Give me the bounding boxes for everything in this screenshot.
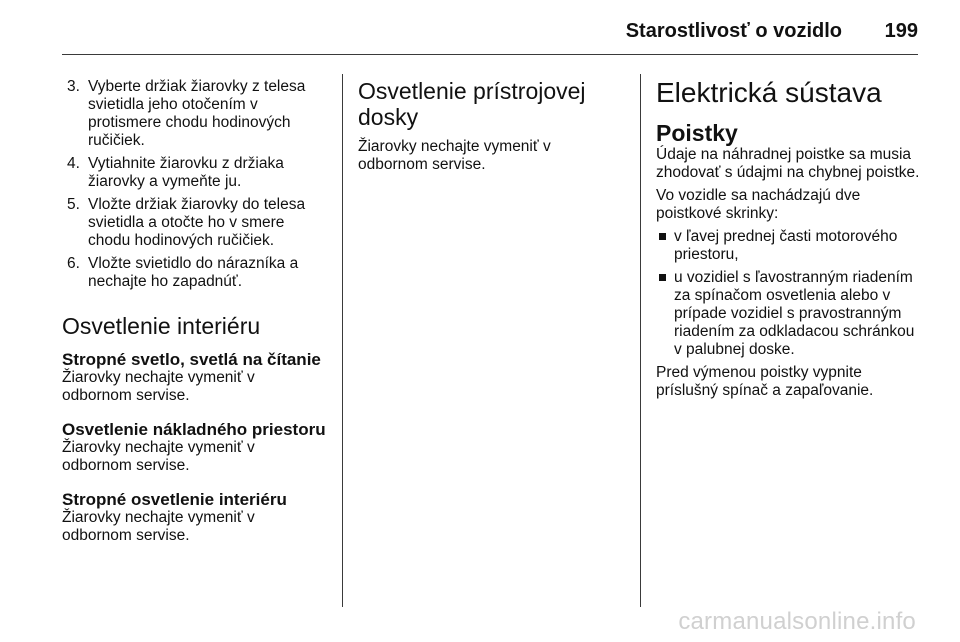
dashboard-text: Žiarovky nechajte vymeniť v odbornom servise. (358, 138, 551, 173)
subsection-text: Žiarovky nechajte vymeniť v odbornom servise. (62, 439, 255, 474)
section-title-dashboard: Osvetlenie prístrojovej dosky (358, 78, 586, 130)
subsection-text: Žiarovky nechajte vymeniť v odbornom servise. (62, 509, 255, 544)
step-number: 3. (67, 78, 80, 95)
column-right (656, 78, 926, 400)
header-title: Starostlivosť o vozidlo (625, 20, 842, 42)
fuses-para-2: Vo vozidle sa nachádzajú dve poistkové skrinky: (656, 187, 861, 222)
page-header (62, 14, 918, 55)
subsection-title-fuses: Poistky (656, 120, 738, 146)
step-text: Vyberte držiak žiarovky z telesa svietidla jeho otočením v protismere chodu hodinových ručičiek. (88, 78, 306, 149)
column-left (62, 78, 328, 545)
step-number: 6. (67, 255, 80, 272)
bullet-square-icon (659, 233, 666, 240)
step-number: 5. (67, 196, 80, 213)
subsection-text: Žiarovky nechajte vymeniť v odbornom servise. (62, 369, 255, 404)
subsection-interior-ceiling (62, 491, 328, 545)
page-number: 199 (884, 20, 918, 42)
step-text: Vložte svietidlo do nárazníka a nechajte ho zapadnúť. (88, 255, 299, 290)
step-text: Vložte držiak žiarovky do telesa svietidla a otočte ho v smere chodu hodinových ručičiek. (88, 196, 306, 249)
list-item (656, 269, 926, 359)
subsection-title: Stropné svetlo, svetlá na čítanie (62, 350, 321, 369)
step-item (62, 255, 328, 291)
step-number: 4. (67, 155, 80, 172)
fuses-para-3: Pred výmenou poistky vypnite príslušný spínač a zapaľovanie. (656, 364, 874, 399)
section-title-electrical: Elektrická sústava (656, 77, 882, 108)
step-item (62, 196, 328, 250)
fuses-para-1: Údaje na náhradnej poistke sa musia zhodovať s údajmi na chybnej poistke. (656, 146, 920, 181)
step-item (62, 155, 328, 191)
step-text: Vytiahnite žiarovku z držiaka žiarovky a vymeňte ju. (88, 155, 284, 190)
fuse-box-list (656, 228, 926, 359)
watermark: carmanualsonline.info (678, 608, 916, 635)
bullet-square-icon (659, 274, 666, 281)
subsection-title: Osvetlenie nákladného priestoru (62, 420, 326, 439)
column-divider (342, 74, 343, 607)
steps-list (62, 78, 328, 291)
subsection-title: Stropné osvetlenie interiéru (62, 490, 287, 509)
column-middle (358, 78, 624, 174)
step-item (62, 78, 328, 150)
subsection-cargo-lighting (62, 421, 328, 475)
column-divider (640, 74, 641, 607)
section-title-interior: Osvetlenie interiéru (62, 313, 261, 339)
subsection-ceiling-lights (62, 351, 328, 405)
list-item-text: v ľavej prednej časti motorového priestoru, (674, 228, 898, 263)
list-item (656, 228, 926, 264)
list-item-text: u vozidiel s ľavostranným riadením za spínačom osvetlenia alebo v prípade vozidiel s pravostranným riadením za odkladacou schránkou v palubnej doske. (674, 269, 915, 358)
